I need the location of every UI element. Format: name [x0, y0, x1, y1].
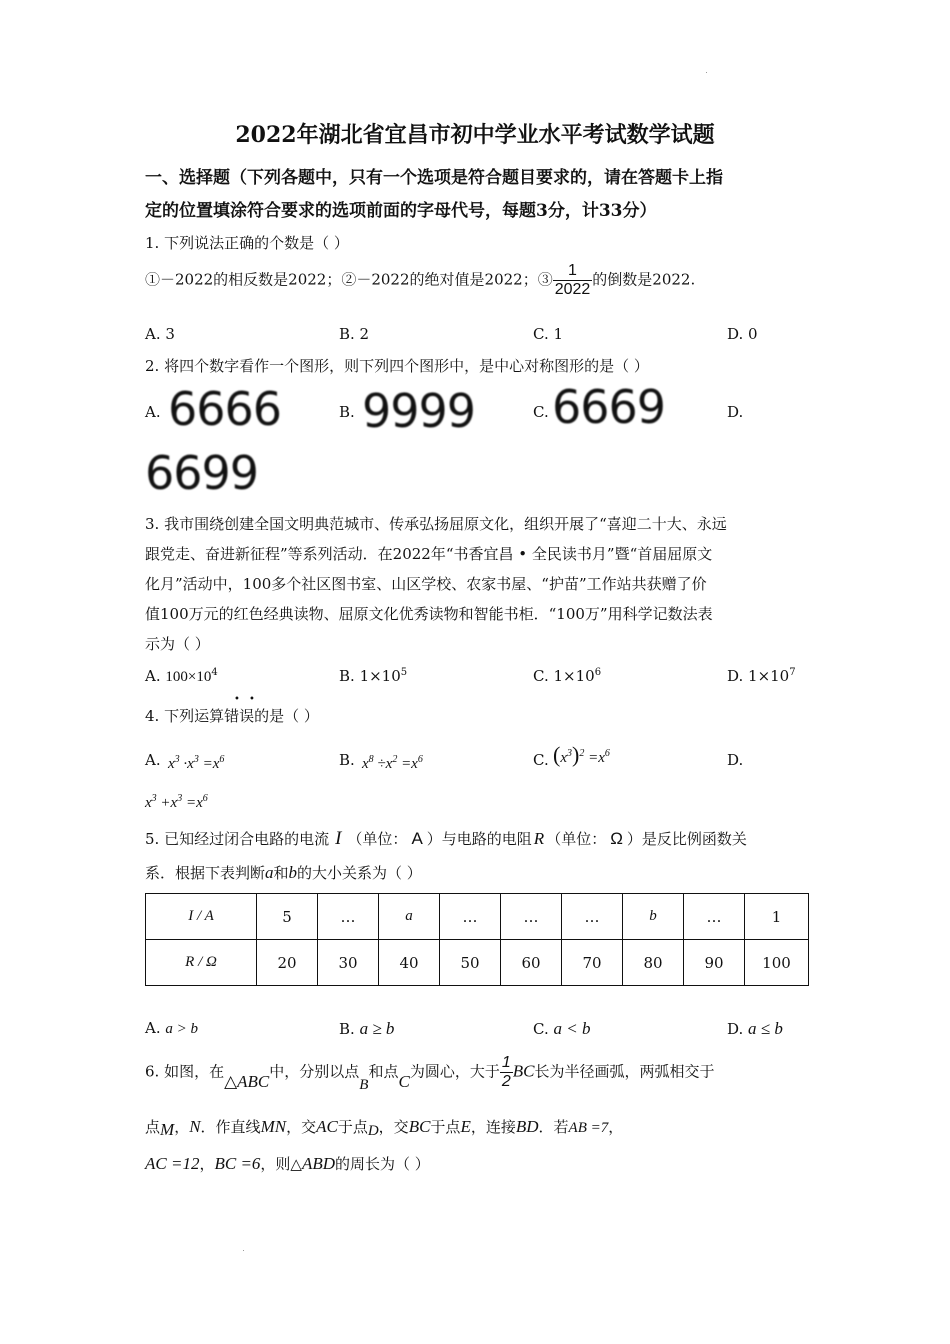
q2-figure-d: 6699 — [145, 446, 259, 500]
q2-label-b: B. — [339, 403, 355, 421]
q2-label-a: A. — [145, 403, 161, 421]
q1-fraction — [553, 262, 593, 299]
table-cell: 70 — [562, 940, 623, 986]
q3-line-2: 跟党走、奋进新征程”等系列活动．在2022年“书香宜昌 • 全民读书月”暨“首届屈原文 — [145, 545, 713, 563]
q5-option-d: D. a ≤ b — [727, 1019, 783, 1038]
q1-stem: 1. 下列说法正确的个数是（ ） — [145, 234, 349, 252]
q4-expr-b: $x^8 \div x^2 =x^6$ — [362, 754, 423, 772]
q2-figure-a: 6666 — [168, 382, 282, 436]
q1-option-a: A. 3 — [145, 325, 175, 343]
q5-data-table — [145, 893, 809, 986]
table-cell: 30 — [318, 940, 379, 986]
q1-option-b: B. 2 — [339, 325, 370, 343]
q4-label-a: A. — [145, 751, 161, 769]
q1-option-d: D. 0 — [727, 325, 758, 343]
q3-line-4: 值100万元的红色经典读物、屈原文化优秀读物和智能书柜．“100万”用科学记数法表 — [145, 605, 713, 623]
table-cell: … — [318, 894, 379, 940]
q1-frac-den: 2022 — [554, 281, 591, 298]
q6-line-3: AC =12，BC =6，则△ABD的周长为（ ） — [145, 1154, 430, 1173]
q2-stem: 2. 将四个数字看作一个图形，则下列四个图形中，是中心对称图形的是（ ） — [145, 357, 649, 375]
q4-expr-c: $(x^3)^2 =x^6$ — [553, 742, 610, 767]
table-row — [146, 940, 809, 986]
table-cell: 50 — [440, 940, 501, 986]
q3-option-b: B. $1\times 10^5$ — [339, 667, 408, 685]
q5-option-a: A. a > b — [145, 1019, 198, 1037]
table-cell: 90 — [684, 940, 745, 986]
q1-statements — [145, 262, 695, 299]
table-row — [146, 894, 809, 940]
q3-line-1: 3. 我市围绕创建全国文明典范城市、传承弘扬屈原文化，组织开展了“喜迎二十大、永远 — [145, 515, 727, 533]
page-mark — [243, 1250, 244, 1251]
table-cell: … — [562, 894, 623, 940]
q1-option-c: C. 1 — [533, 325, 564, 343]
page-title: 2022年湖北省宜昌市初中学业水平考试数学试题 — [235, 122, 715, 148]
table-cell: 80 — [623, 940, 684, 986]
q6-line-2: 点M，N．作直线MN，交AC于点D，交BC于点E，连接BD．若AB =7， — [145, 1117, 624, 1139]
q5-option-c: C. a < b — [533, 1019, 591, 1038]
emphasis-dot: • — [234, 694, 240, 705]
q1-statement-b: 的倒数是2022. — [592, 270, 696, 289]
q5-option-b: B. a ≥ b — [339, 1019, 395, 1038]
q6-half-fraction: $\frac{1}{2}$ — [501, 1054, 511, 1090]
q4-label-b: B. — [339, 751, 355, 769]
table-cell: … — [684, 894, 745, 940]
q1-frac-num: 1 — [568, 262, 577, 279]
q6-line-1: 6. 如图，在△ABC中，分别以点B和点C为圆心，大于 $\frac{1}{2}$ BC长为半径画弧，两弧相交于 — [145, 1054, 715, 1093]
q1-statement-a: ①－2022的相反数是2022；②－2022的绝对值是2022；③ — [145, 270, 553, 289]
table-cell: … — [501, 894, 562, 940]
q2-label-c: C. — [533, 403, 549, 421]
table-cell: 1 — [745, 894, 809, 940]
q4-expr-d: $x^3 +x^3 =x^6$ — [145, 793, 208, 811]
q4-label-d: D. — [727, 751, 744, 769]
emphasis-dot: • — [249, 694, 255, 705]
q3-option-d: D. $1\times 10^7$ — [727, 667, 796, 685]
table-cell: 20 — [257, 940, 318, 986]
q5-line-1: 5. 已知经过闭合电路的电流 I （单位： A ）与电路的电阻 R （单位： Ω ）是反比例函数关 — [145, 828, 747, 849]
table-cell: b — [623, 894, 684, 940]
page-mark — [706, 72, 707, 73]
q5-line-2: 系．根据下表判断a和b的大小关系为（ ） — [145, 863, 422, 882]
q2-figure-c: 6669 — [552, 380, 666, 434]
q4-label-c: C. — [533, 751, 549, 769]
section-heading-line1: 一、选择题（下列各题中，只有一个选项是符合题目要求的，请在答题卡上指 — [145, 168, 723, 188]
table-cell: 40 — [379, 940, 440, 986]
q4-stem: 4. 下列运算错误的是（ ） — [145, 707, 319, 725]
q3-line-5: 示为（ ） — [145, 635, 210, 653]
q2-figure-b: 9999 — [362, 384, 476, 438]
q2-label-d: D. — [727, 403, 744, 421]
table-cell: … — [440, 894, 501, 940]
table-cell: a — [379, 894, 440, 940]
table-cell: R / Ω — [146, 940, 257, 986]
table-cell: 60 — [501, 940, 562, 986]
table-cell: 100 — [745, 940, 809, 986]
table-cell: 5 — [257, 894, 318, 940]
q4-expr-a: $x^3 \cdot x^3 =x^6$ — [168, 754, 225, 772]
q3-option-c: C. $1\times 10^6$ — [533, 667, 602, 685]
section-heading-line2: 定的位置填涂符合要求的选项前面的字母代号，每题3分，计33分） — [145, 201, 657, 221]
q3-option-a: A. $100\times 10^4$ — [145, 667, 218, 685]
table-cell: I / A — [146, 894, 257, 940]
q3-line-3: 化月”活动中，100多个社区图书室、山区学校、农家书屋、“护苗”工作站共获赠了价 — [145, 575, 707, 593]
